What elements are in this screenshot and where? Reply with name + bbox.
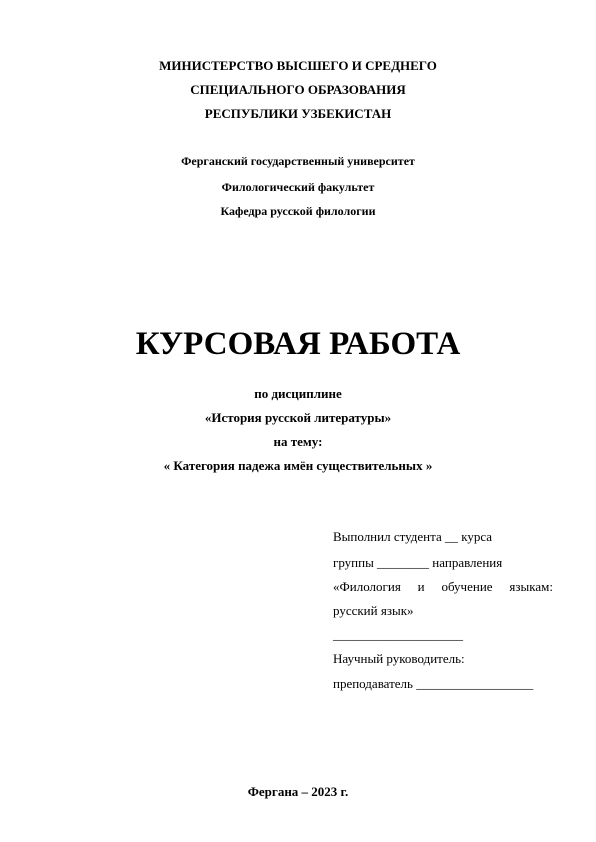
specialty-line-continued: русский язык» xyxy=(333,603,414,618)
faculty-name: Филологический факультет xyxy=(221,180,375,194)
ministry-line-3: РЕСПУБЛИКИ УЗБЕКИСТАН xyxy=(204,106,392,121)
university-name: Ферганский государственный университет xyxy=(181,154,415,168)
ministry-line-2: СПЕЦИАЛЬНОГО ОБРАЗОВАНИЯ xyxy=(190,82,406,97)
student-name-blank: ____________________ xyxy=(333,627,463,642)
specialty-word-2: и xyxy=(417,579,425,594)
city-year: Фергана – 2023 г. xyxy=(247,784,349,799)
ministry-line-1: МИНИСТЕРСТВО ВЫСШЕГО И СРЕДНЕГО xyxy=(159,58,437,73)
student-group-line: группы ________ направления xyxy=(333,555,503,570)
specialty-line xyxy=(333,579,553,595)
discipline-name: «История русской литературы» xyxy=(204,410,392,425)
document-title: КУРСОВАЯ РАБОТА xyxy=(135,326,461,362)
supervisor-label: Научный руководитель: xyxy=(333,651,465,666)
student-course-line: Выполнил студента __ курса xyxy=(333,529,493,544)
supervisor-line: преподаватель __________________ xyxy=(333,676,534,691)
department-name: Кафедра русской филологии xyxy=(220,204,376,218)
topic-name: « Категория падежа имён существительных » xyxy=(163,458,433,473)
specialty-word-4: языкам: xyxy=(509,579,553,594)
discipline-label: по дисциплине xyxy=(254,386,342,401)
specialty-word-3: обучение xyxy=(441,579,493,594)
topic-label: на тему: xyxy=(273,434,323,449)
specialty-word-1: «Филология xyxy=(333,579,401,594)
